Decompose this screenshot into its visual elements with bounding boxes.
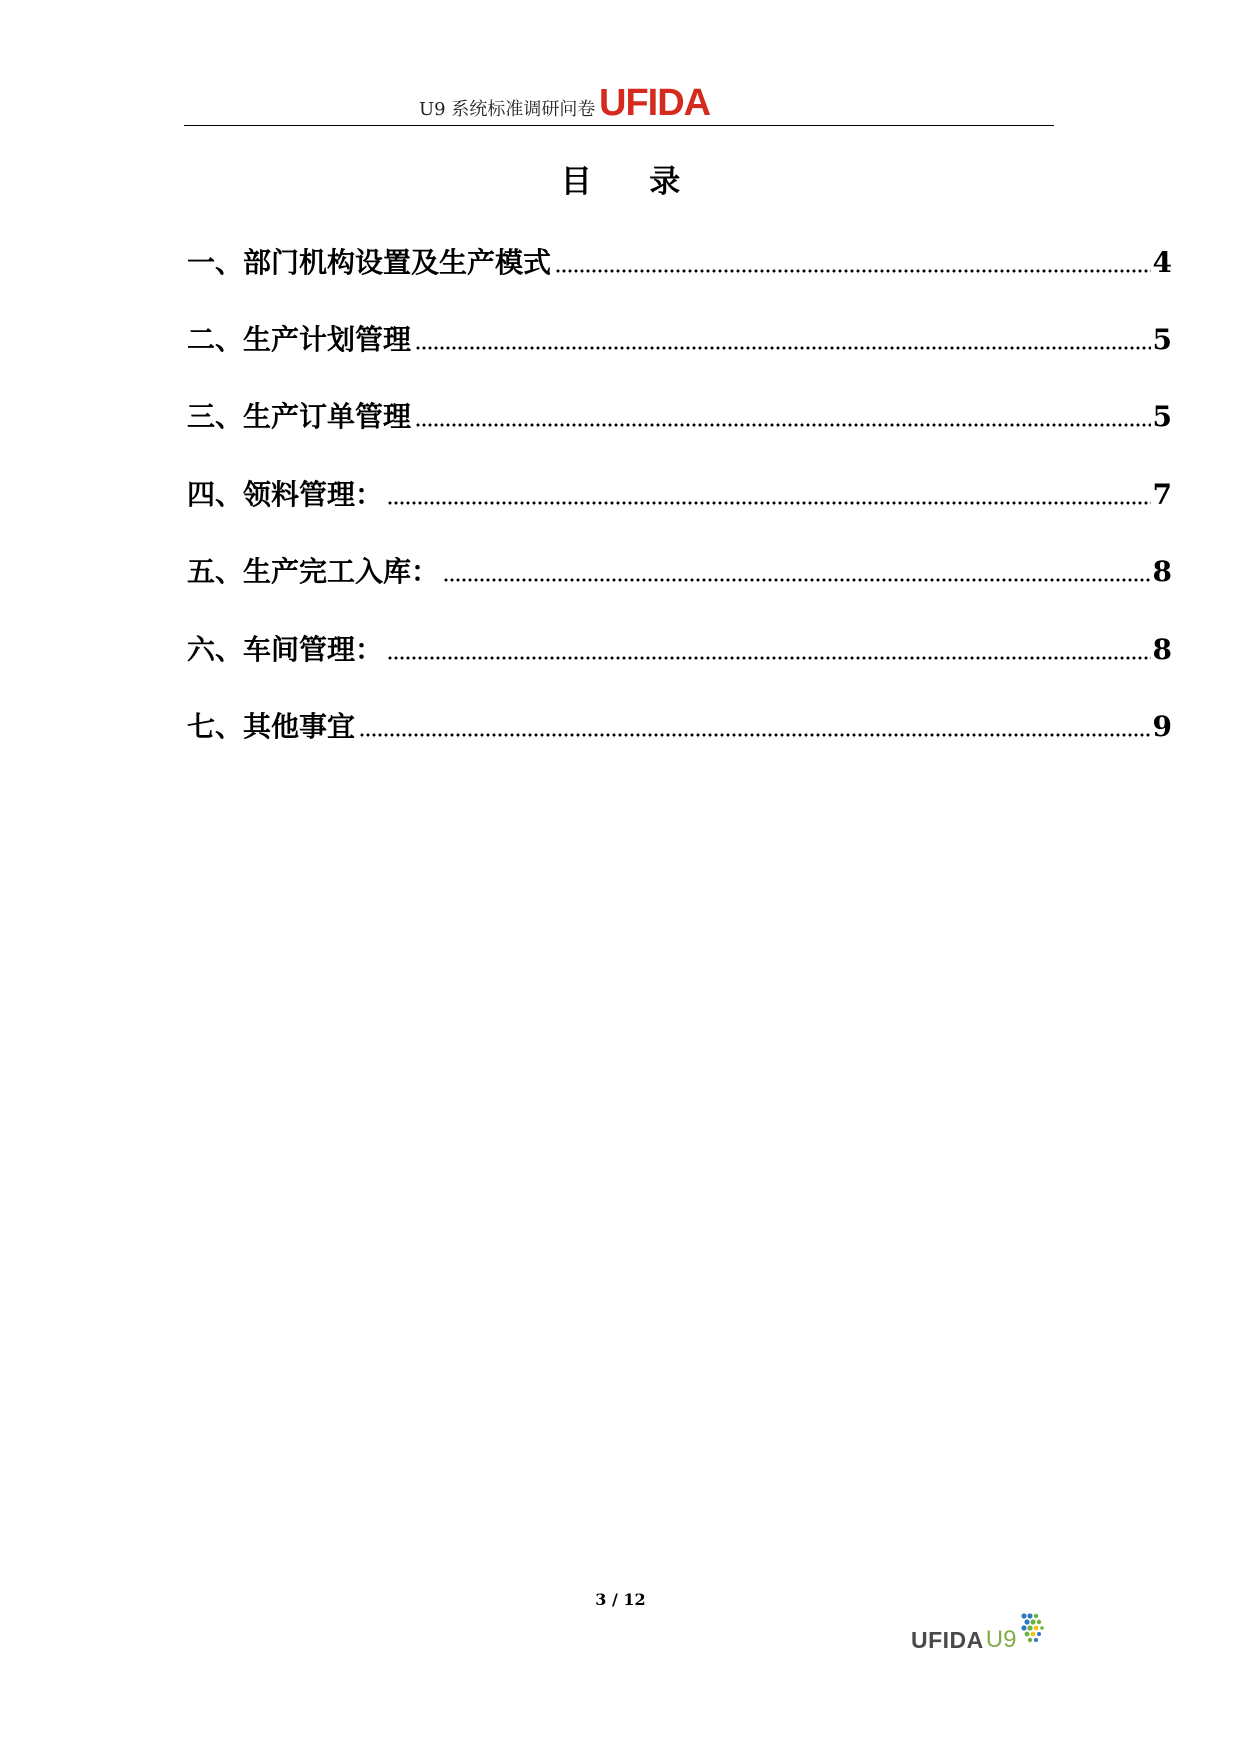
toc-page-number: 7 xyxy=(1152,477,1172,511)
toc-dot-leader xyxy=(387,500,1151,506)
toc-entry[interactable] xyxy=(187,224,1172,301)
table-of-contents xyxy=(187,224,1172,766)
toc-page-number: 5 xyxy=(1152,323,1172,357)
toc-entry-label: 二、生产计划管理 xyxy=(187,323,412,357)
toc-title: 目 录 xyxy=(560,164,681,200)
toc-entry[interactable] xyxy=(187,379,1172,456)
toc-dot-leader xyxy=(415,422,1151,428)
ufida-header-logo: UFIDA xyxy=(599,82,711,124)
toc-entry-label: 三、生产订单管理 xyxy=(187,400,412,434)
toc-page-number: 9 xyxy=(1152,710,1172,744)
toc-dot-leader xyxy=(555,268,1151,274)
toc-entry-label: 五、生产完工入库： xyxy=(187,555,440,589)
toc-entry[interactable] xyxy=(187,456,1172,533)
toc-entry-label: 六、车间管理： xyxy=(187,632,384,666)
header-title: U9 系统标准调研问卷 xyxy=(419,99,596,120)
toc-entry[interactable] xyxy=(187,688,1172,765)
toc-entry[interactable] xyxy=(187,301,1172,378)
toc-entry[interactable] xyxy=(187,611,1172,688)
toc-dot-leader xyxy=(359,732,1151,738)
toc-dot-leader xyxy=(387,655,1151,661)
header-rule xyxy=(184,125,1054,126)
toc-page-number: 8 xyxy=(1152,632,1172,666)
footer-logo-product: U9 xyxy=(985,1626,1017,1653)
ufida-u9-footer-logo xyxy=(911,1612,1048,1652)
toc-entry-label: 七、其他事宜 xyxy=(187,710,356,744)
toc-entry-label: 四、领料管理： xyxy=(187,477,384,511)
toc-dot-leader xyxy=(415,345,1151,351)
toc-entry[interactable] xyxy=(187,534,1172,611)
toc-entry-label: 一、部门机构设置及生产模式 xyxy=(187,245,552,279)
toc-page-number: 8 xyxy=(1152,555,1172,589)
page-indicator: 3 / 12 xyxy=(595,1590,646,1609)
toc-page-number: 4 xyxy=(1152,245,1172,279)
footer-logo-brand: UFIDA xyxy=(911,1627,984,1653)
toc-dot-leader xyxy=(443,577,1151,583)
toc-page-number: 5 xyxy=(1152,400,1172,434)
dots-cluster-icon xyxy=(1018,1612,1048,1646)
